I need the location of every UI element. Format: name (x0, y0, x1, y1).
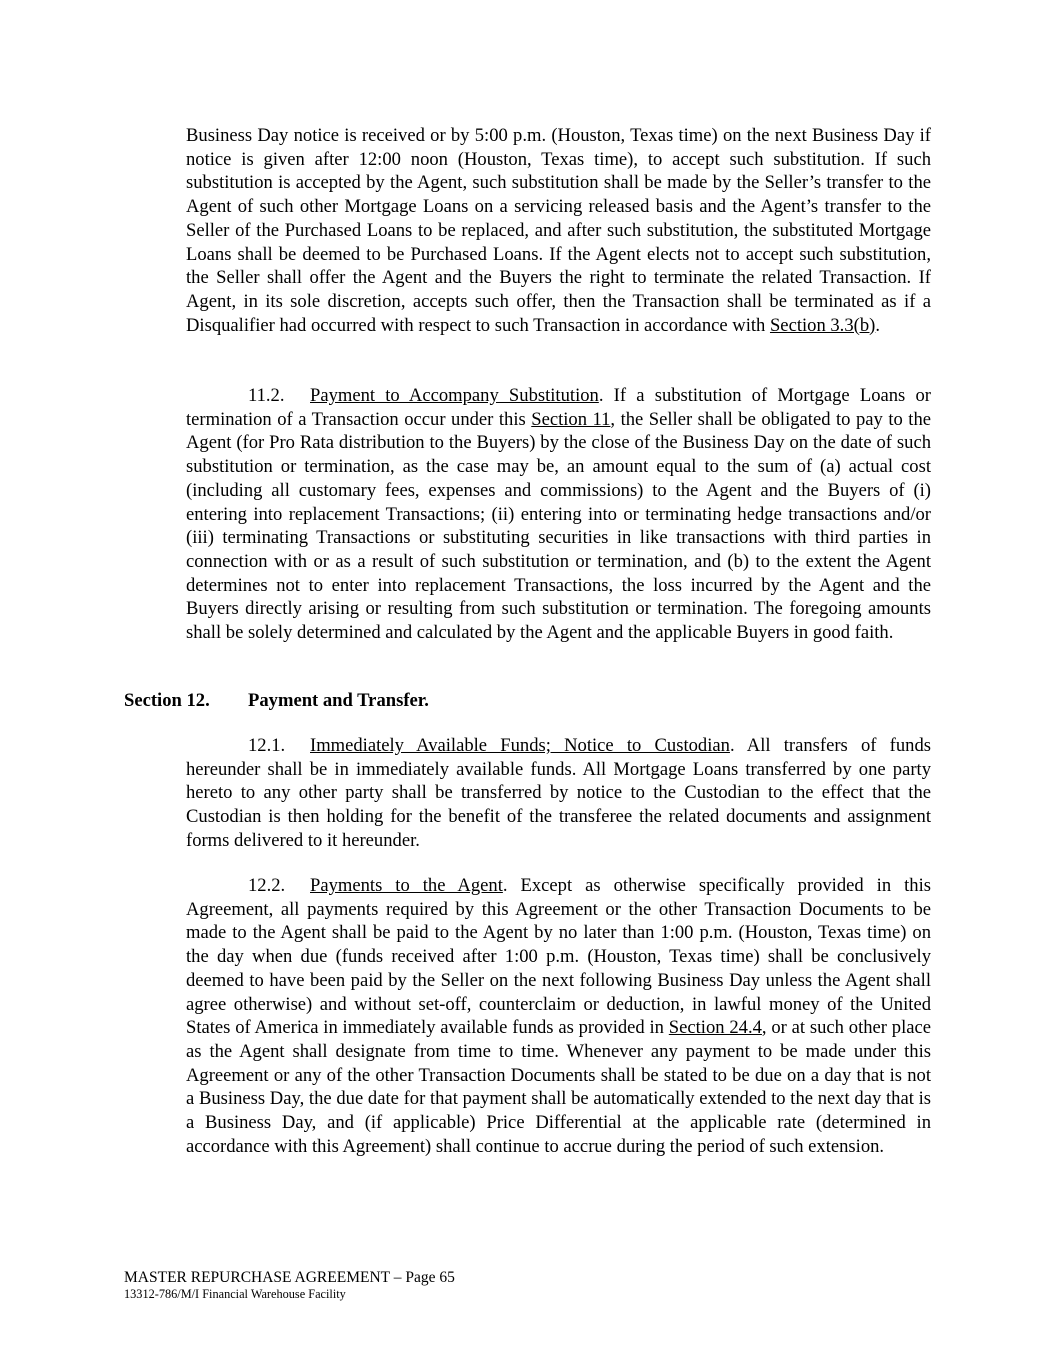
paragraph-text: , the Seller shall be obligated to pay to the Agent (for Pro Rata distribution to the Buyers) by the close of the Business Day on the date of such substitution or termination, as the case may be, an amount equal to the sum of (a) actual cost (including all customary fees, expenses and commissions) to the Agent and the Buyers of (i) entering into replacement Transactions; (ii) entering into or terminating hedge transactions and/or (iii) terminating Transactions or substituting securities in like transactions with third parties in connection with or as a result of such substitution or termination, and (b) to the extent the Agent determines not to enter into replacement Transactions, the loss incurred by the Agent and the Buyers directly arising or resulting from such substitution or termination. The foregoing amounts shall be solely determined and calculated by the Agent and the applicable Buyers in good faith. (186, 408, 932, 644)
paragraph-heading: Payment to Accompany Substitution (310, 385, 599, 406)
section-number: Section 12. (124, 690, 210, 711)
paragraph-text: , or at such other place as the Agent shall designate from time to time. Whenever any payment to be made under this Agreement or any of the other Transaction Documents shall be stated to be due on a day that is not a Business Day, the due date for that payment shall be automatically extended to the next day that is a Business Day, and (if applicable) Price Differential at the applicable rate (determined in accordance with this Agreement) shall continue to accrue during the period of such extension. (186, 1017, 931, 1157)
page-footer (124, 1268, 455, 1301)
paragraph-12-2 (186, 874, 931, 1158)
paragraph-number: 12.2. (248, 875, 286, 896)
paragraph-text: . All transfers of funds hereunder shall be in immediately available funds. All Mortgage Loans transferred by one party hereto to any other party shall be transferred by notice to the Custodian to the effect that the Custodian is then holding for the benefit of the transferee the related documents and assignment forms delivered to it hereunder. (186, 735, 931, 851)
section-reference-link[interactable]: Section 24.4 (668, 1017, 762, 1039)
footer-document-id: 13312-786/M/I Financial Warehouse Facility (124, 1287, 346, 1301)
footer-title: MASTER REPURCHASE AGREEMENT – Page 65 (124, 1269, 455, 1286)
section-12-heading (124, 689, 429, 713)
section-reference-link[interactable]: Section 11 (531, 408, 611, 430)
paragraph-11-2 (186, 384, 931, 645)
paragraph-heading: Payments to the Agent (310, 875, 503, 896)
paragraph-number: 11.2. (248, 385, 285, 406)
paragraph-heading: Immediately Available Funds; Notice to Custodian (310, 735, 730, 756)
section-reference-link[interactable]: Section 3.3(b) (769, 314, 876, 336)
paragraph-text: Business Day notice is received or by 5:00 p.m. (Houston, Texas time) on the next Business Day if notice is given after 12:00 noon (Houston, Texas time), to accept such substitution. If such substitution is accepted by the Agent, such substitution shall be made by the Seller’s transfer to the Agent of such other Mortgage Loans on a servicing released basis and the Agent’s transfer to the Seller of the Purchased Loans to be replaced, and after such substitution, the substituted Mortgage Loans shall be deemed to be Purchased Loans. If the Agent elects not to accept such substitution, the Seller shall offer the Agent and the Buyers the right to terminate the related Transaction. If Agent, in its sole discretion, accepts such offer, then the Transaction shall be terminated as if a Disqualifier had occurred with respect to such Transaction in accordance with (186, 125, 931, 336)
paragraph-continuation: Business Day notice is received or by 5:00 p.m. (Houston, Texas time) on the next Business Day if notice is given after 12:00 noon (Houston, Texas time), to accept such substitution. If such substitution is accepted by the Agent, such substitution shall be made by the Seller’s transfer to the Agent of such other Mortgage Loans on a servicing released basis and the Agent’s transfer to the Seller of the Purchased Loans to be replaced, and after such substitution, the substituted Mortgage Loans shall be deemed to be Purchased Loans. If the Agent elects not to accept such substitution, the Seller shall offer the Agent and the Buyers the right to terminate the related Transaction. If Agent, in its sole discretion, accepts such offer, then the Transaction shall be terminated as if a Disqualifier had occurred with respect to such Transaction in accordance with Section 3.3(b). (186, 125, 931, 336)
paragraph-12-1 (186, 734, 931, 853)
section-title: Payment and Transfer. (248, 690, 429, 711)
paragraph-number: 12.1. (248, 735, 286, 756)
paragraph-text: . If a substitution of Mortgage Loans or termination of a Transaction occur under this (186, 385, 931, 430)
paragraph-text: . Except as otherwise specifically provided in this Agreement, all payments required by this Agreement or the other Transaction Documents to be made to the Agent shall be paid to the Agent by no later than 1:00 p.m. (Houston, Texas time) on the day when due (funds received after 1:00 p.m. (Houston, Texas time) shall be conclusively deemed to have been paid by the Seller on the next following Business Day unless the Agent shall agree otherwise) and without set-off, counterclaim or deduction, in lawful money of the United States of America in immediately available funds as provided in (186, 875, 931, 1039)
